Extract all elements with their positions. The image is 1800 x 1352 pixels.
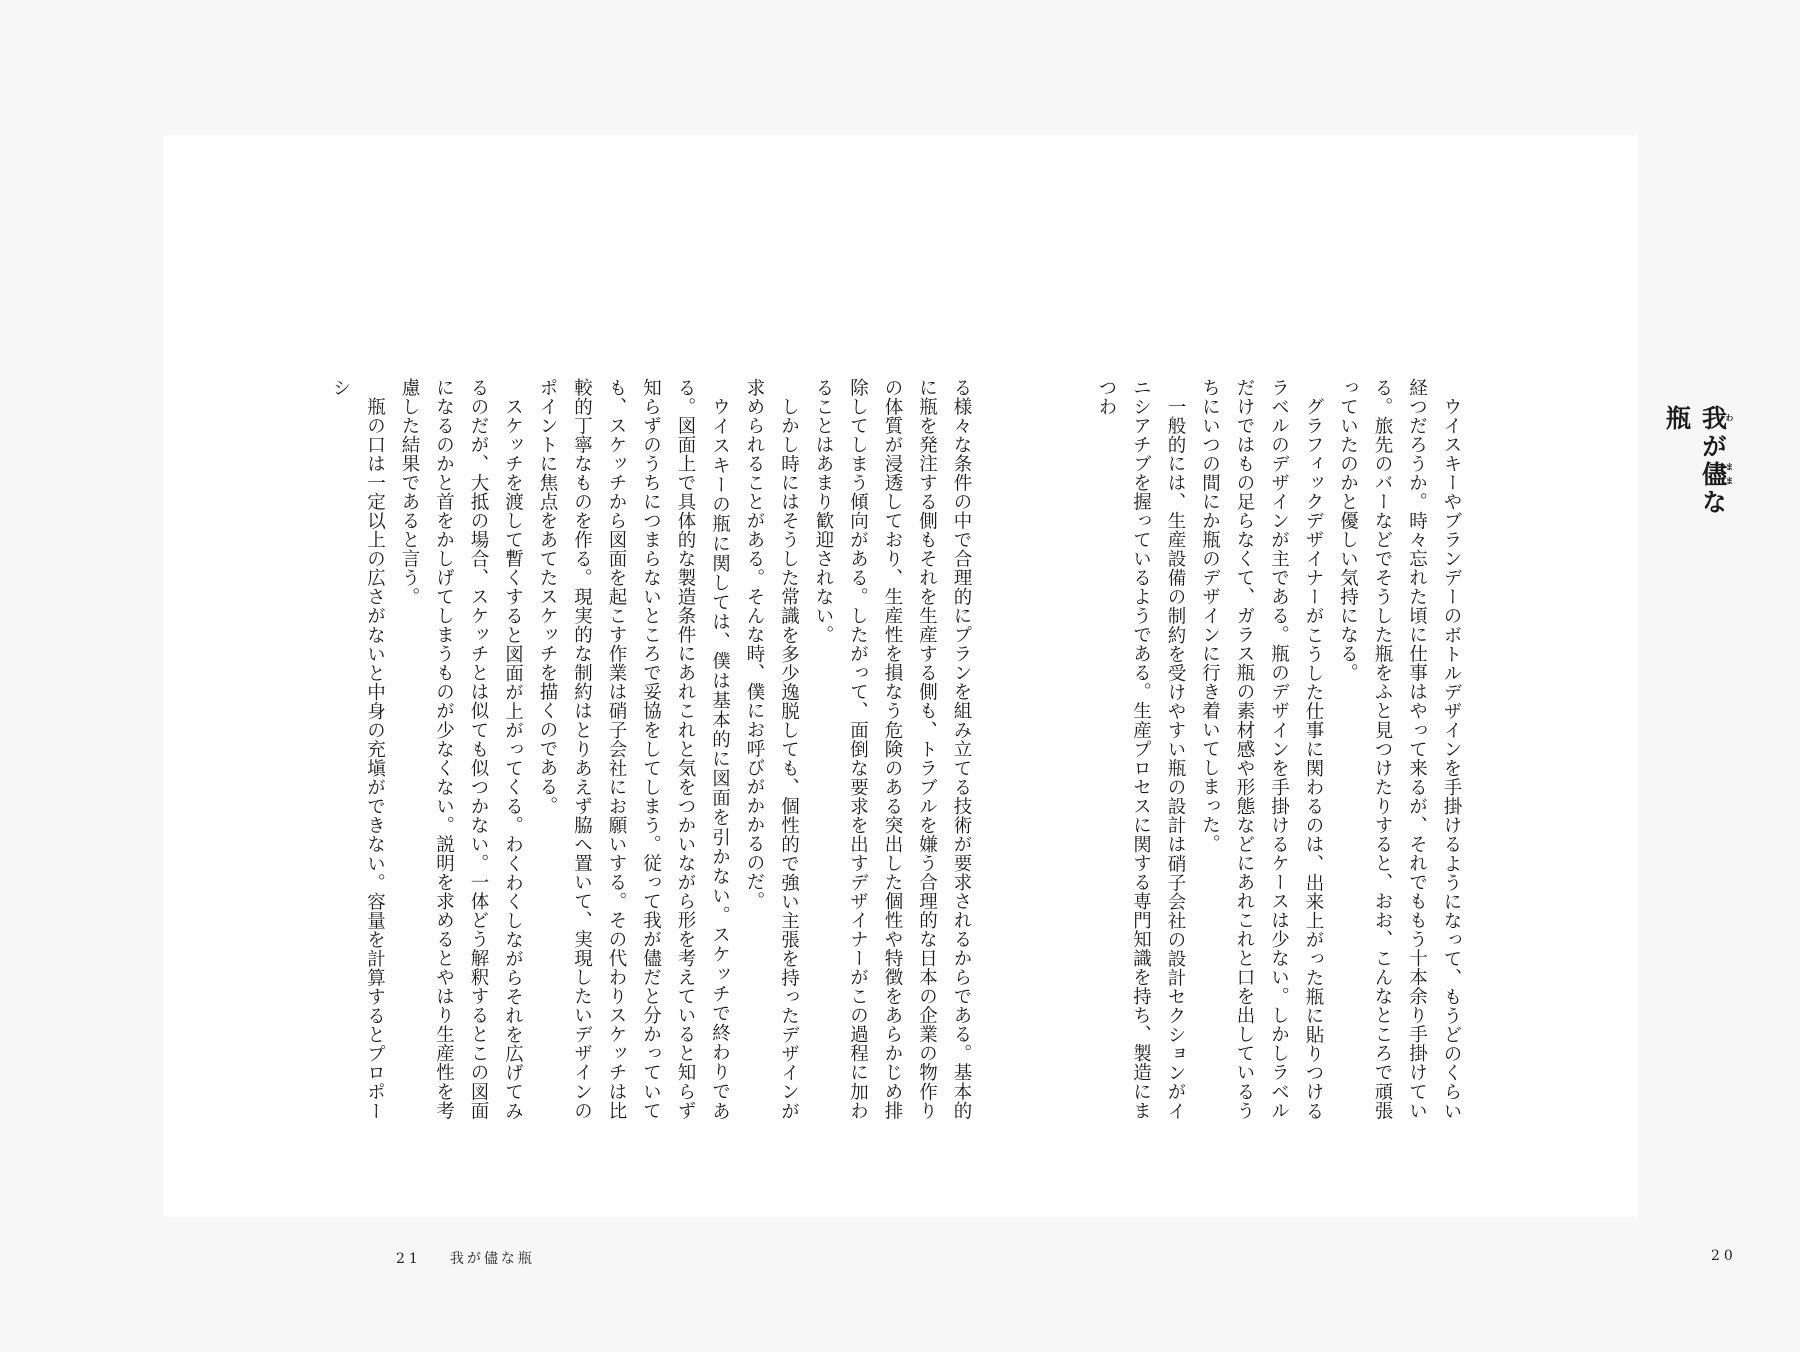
page-number: 21 [396, 1251, 422, 1267]
chapter-title [1662, 405, 1735, 525]
right-folio [1711, 1248, 1737, 1264]
paragraph: 一般的には、生産設備の制約を受けやすい瓶の設計は硝子会社の設計セクションがイニシアチブを握っているようである。生産プロセスに関する専門知識を持ち、製造にまつわ [1096, 378, 1186, 1120]
running-head: 我が儘な瓶 [449, 1251, 535, 1267]
paragraph: る様々な条件の中で合理的にプランを組み立てる技術が要求されるからである。基本的に瓶を発注する側もそれを生産する側も、トラブルを嫌う合理的な日本の企業の物作りの体質が浸透しており、生産性を損なう危険のある突出した個性や特徴をあらかじめ排除してしまう傾向がある。したがって、面倒な要求を出すデザイナーがこの過程に加わることはあまり歓迎されない。 [813, 378, 972, 1120]
title-char-ga: が [1698, 433, 1728, 461]
paragraph: ウイスキーやブランデーのボトルデザインを手掛けるようになって、もうどのくらい経つだろうか。時々忘れた頃に仕事はやって来るが、それでももう十本余り手掛けている。旅先のバーなどでそうした瓶をふと見つけたりすると、おお、こんなところで頑張っていたのかと優しい気持になる。 [1337, 378, 1462, 1120]
right-page-body [1096, 378, 1468, 1120]
paragraph: 瓶の口は一定以上の広さがないと中身の充塡ができない。容量を計算するとプロポーシ [330, 378, 386, 1120]
left-folio [396, 1248, 535, 1268]
left-page-body [330, 378, 978, 1120]
paragraph: スケッチを渡して暫くすると図面が上がってくる。わくわくしながらそれを広げてみるのだが、大抵の場合、スケッチとは似ても似つかない。一体どう解釈するとこの図面になるのかと首をかしげてしまうものが少なくない。説明を求めるとやはり生産性を考慮した結果であると言う。 [399, 378, 524, 1120]
paragraph: ウイスキーの瓶に関しては、僕は基本的に図面を引かない。スケッチで終わりである。図面上で具体的な製造条件にあれこれと気をつかいながら形を考えていると知らず知らずのうちにつまらないところで妥協をしてしまう。従って我が儘だと分かっていても、スケッチから図面を起こす作業は硝子会社にお願いする。その代わりスケッチは比較的丁寧なものを作る。現実的な制約はとりあえず脇へ置いて、実現したいデザインのポイントに焦点をあてたスケッチを描くのである。 [537, 378, 731, 1120]
book-spread [163, 135, 1737, 1267]
title-char-mama: 儘まま [1698, 461, 1735, 489]
page-number: 20 [1711, 1248, 1737, 1264]
paragraph: グラフィックデザイナーがこうした仕事に関わるのは、出来上がった瓶に貼りつけるラベルのデザインが主である。瓶のデザインを手掛けるケースは少ない。しかしラベルだけではもの足らなくて、ガラス瓶の素材感や形態などにあれこれと口を出しているうちにいつの間にか瓶のデザインに行き着いてしまった。 [1199, 378, 1324, 1120]
paragraph: しかし時にはそうした常識を多少逸脱しても、個性的で強い主張を持ったデザインが求められることがある。そんな時、僕にお呼びがかかるのだ。 [744, 378, 800, 1120]
title-tail: な瓶 [1662, 405, 1728, 517]
title-char-ware: 我わ [1698, 405, 1735, 433]
